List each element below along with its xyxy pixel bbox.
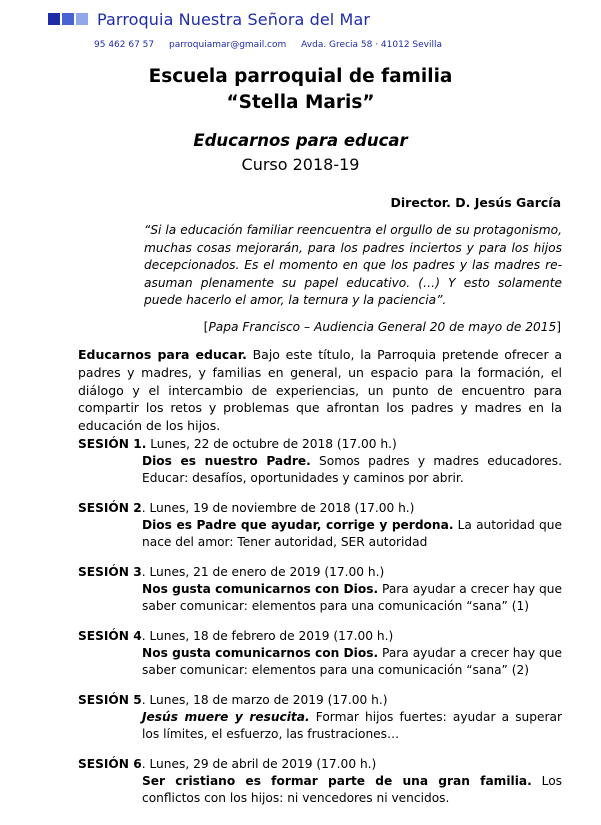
document-subtitle: Educarnos para educar	[193, 131, 408, 150]
contact-email: parroquiamar@gmail.com	[169, 40, 287, 50]
session-content	[142, 517, 562, 552]
session-header	[78, 436, 562, 453]
session-4	[78, 628, 562, 680]
session-description: Los conflictos con los hijos: ni vencedores ni vencidos.	[142, 774, 562, 806]
intro-paragraph	[78, 346, 562, 435]
contact-phone: 95 462 67 57	[94, 40, 155, 50]
session-description: Para ayudar a crecer hay que saber comunicar: elementos para una comunicación “sana” (1)	[142, 582, 562, 614]
session-date: Lunes, 22 de octubre de 2018 (17.00 h.)	[146, 437, 397, 451]
session-header	[78, 564, 562, 581]
cite-source: Papa Francisco – Audiencia General 20 de mayo de 2015	[208, 320, 557, 334]
session-content	[142, 581, 562, 616]
session-2	[78, 500, 562, 552]
session-description: Somos padres y madres educadores. Educar: desafíos, oportunidades y caminos por abrir.	[142, 454, 562, 486]
session-label: SESIÓN 2	[78, 501, 142, 515]
session-1	[78, 436, 562, 488]
letterhead	[48, 9, 370, 29]
session-header	[78, 692, 562, 709]
document-title-name: “Stella Maris”	[226, 92, 375, 113]
logo-square-1	[48, 13, 60, 25]
logo-square-3	[76, 13, 88, 25]
session-label: SESIÓN 1.	[78, 437, 147, 451]
session-description: Formar hijos fuertes: ayudar a superar los límites, el esfuerzo, las frustraciones…	[142, 710, 562, 742]
session-topic: Dios es Padre que ayudar, corrige y perdona.	[142, 518, 454, 532]
session-date: . Lunes, 29 de abril de 2019 (17.00 h.)	[141, 757, 377, 771]
session-content	[142, 709, 562, 744]
session-description: Para ayudar a crecer hay que saber comunicar: elementos para una comunicación “sana” (2)	[142, 646, 562, 678]
session-topic: Ser cristiano es formar parte de una gran familia.	[142, 774, 532, 788]
session-content	[142, 453, 562, 488]
pope-quote: “Si la educación familiar reencuentra el orgullo de su protagonismo, muchas cosas mejorarán, para los padres inciertos y para los hijos decepcionados. Es el momento en que los padres y las madres re-asuman plenamente su papel educativo. (…) Y esto solamente puede hacerlo el amor, la ternura y la paciencia”.	[144, 223, 562, 307]
logo-square-2	[62, 13, 74, 25]
intro-lead: Educarnos para educar.	[78, 347, 247, 362]
session-date: . Lunes, 18 de marzo de 2019 (17.00 h.)	[141, 693, 388, 707]
session-topic: Jesús muere y resucita.	[142, 710, 310, 724]
session-6	[78, 756, 562, 808]
session-label: SESIÓN 5	[78, 693, 142, 707]
session-3	[78, 564, 562, 616]
quote-citation	[204, 320, 561, 334]
session-content	[142, 773, 562, 808]
intro-text: Bajo este título, la Parroquia pretende ofrecer a padres y madres, y familias en general, un espacio para la formación, el diálogo y el intercambio de experiencias, un punto de encuentro para compartir los retos y problemas que afrontan los padres y madres en la educación de los hijos.	[78, 347, 562, 434]
director-line: Director. D. Jesús García	[390, 195, 561, 210]
document-title: Escuela parroquial de familia	[148, 66, 453, 87]
session-header	[78, 500, 562, 517]
session-content	[142, 645, 562, 680]
org-name: Parroquia Nuestra Señora del Mar	[97, 9, 371, 29]
session-topic: Nos gusta comunicarnos con Dios.	[142, 646, 379, 660]
contact-address: Avda. Grecia 58 · 41012 Sevilla	[301, 40, 443, 50]
contact-line	[94, 40, 454, 50]
session-header	[78, 756, 562, 773]
parish-logo-icon	[48, 13, 88, 25]
session-topic: Nos gusta comunicarnos con Dios.	[142, 582, 379, 596]
cite-open-bracket: [	[203, 320, 209, 334]
session-date: . Lunes, 18 de febrero de 2019 (17.00 h.)	[141, 629, 394, 643]
session-label: SESIÓN 4	[78, 629, 142, 643]
session-topic: Dios es nuestro Padre.	[142, 454, 311, 468]
session-5	[78, 692, 562, 744]
session-label: SESIÓN 3	[78, 565, 142, 579]
session-date: . Lunes, 19 de noviembre de 2018 (17.00 h.)	[141, 501, 415, 515]
session-description: La autoridad que nace del amor: Tener autoridad, SER autoridad	[142, 518, 562, 550]
session-date: . Lunes, 21 de enero de 2019 (17.00 h.)	[141, 565, 385, 579]
cite-close-bracket: ]	[556, 320, 561, 334]
session-header	[78, 628, 562, 645]
course-year: Curso 2018-19	[241, 155, 360, 174]
session-label: SESIÓN 6	[78, 757, 142, 771]
